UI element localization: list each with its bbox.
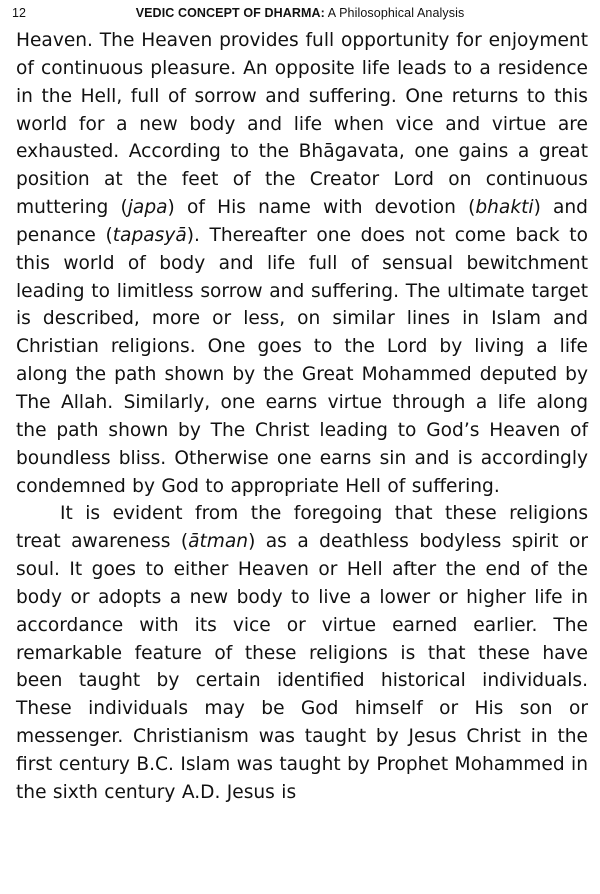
text-segment: It is evident from the foregoing that these religions treat awareness ( bbox=[16, 503, 588, 553]
running-head-title bbox=[12, 4, 588, 22]
paragraph bbox=[16, 500, 588, 806]
term-japa: japa bbox=[127, 197, 168, 219]
term-atman: ātman bbox=[188, 531, 249, 553]
text-segment: ). Thereafter one does not come back to this world of body and life full of sensual bewitchment leading to limitless sorrow and suffering. The ultimate target is described, more or less, on similar lines in Islam and Christian religions. One goes to the Lord by living a life along the path shown by the Great Mohammed deputed by The Allah. Similarly, one earns virtue through a life along the path shown by The Christ leading to God’s Heaven of boundless bliss. Otherwise one earns sin and is accordingly condemned by God to appropriate Hell of suffering. bbox=[16, 224, 588, 497]
term-tapasya: tapasyā bbox=[112, 224, 187, 246]
text-segment: ) of His name with devotion ( bbox=[167, 197, 476, 219]
body-text bbox=[16, 27, 588, 807]
page-number: 12 bbox=[12, 6, 26, 20]
paragraph bbox=[16, 27, 588, 500]
term-bhakti: bhakti bbox=[475, 197, 534, 219]
book-subtitle: A Philosophical Analysis bbox=[327, 6, 465, 20]
text-segment: ) as a deathless bodyless spirit or soul. It goes to either Heaven or Hell after the end of the body or adopts a new body to live a lower or higher life in accordance with its vice or virtue earned earlier. The remarkable feature of these religions is that these have been taught by certain identified historical individuals. These individuals may be God himself or His son or messenger. Christianism was taught by Jesus Christ in the first century B.C. Islam was taught by Prophet Mohammed in the sixth century A.D. Jesus is bbox=[16, 531, 588, 803]
text-segment: Heaven. The Heaven provides full opportunity for enjoyment of continuous pleasure. An opposite life leads to a residence in the Hell, full of sorrow and suffering. One returns to this world for a new body and life when vice and virtue are exhausted. According to the Bhāgavata, one gains a great position at the feet of the Creator Lord on continuous muttering ( bbox=[16, 30, 588, 219]
book-title: VEDIC CONCEPT OF DHARMA: bbox=[135, 6, 325, 20]
text-segment: ) and penance ( bbox=[16, 197, 588, 246]
running-header bbox=[12, 4, 588, 22]
